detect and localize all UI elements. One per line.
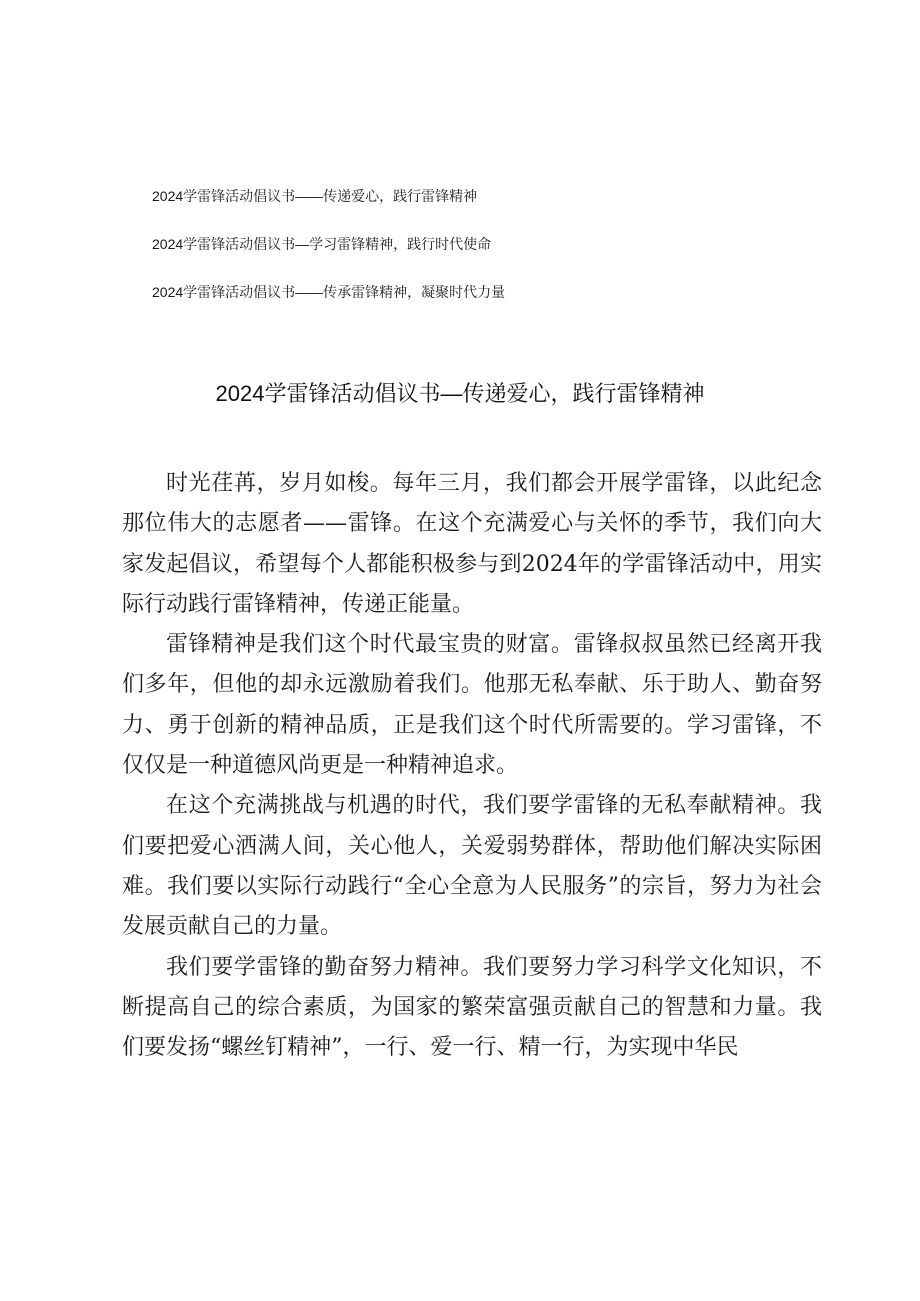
paragraph-1: 时光荏苒，岁月如梭。每年三月，我们都会开展学雷锋，以此纪念那位伟大的志愿者——雷锋。在这个充满爱心与关怀的季节，我们向大家发起倡议，希望每个人都能积极参与到2024年的学雷锋活动中，用实际行动践行雷锋精神，传递正能量。 — [122, 471, 822, 617]
paragraph-2: 雷锋精神是我们这个时代最宝贵的财富。雷锋叔叔虽然已经离开我们多年，但他的却永远激励着我们。他那无私奉献、乐于助人、勤奋努力、勇于创新的精神品质，正是我们这个时代所需要的。学习雷锋，不仅仅是一种道德风尚更是一种精神追求。 — [122, 632, 822, 779]
document-body — [122, 464, 822, 1068]
table-of-contents — [152, 186, 852, 330]
paragraph-3: 在这个充满挑战与机遇的时代，我们要学雷锋的无私奉献精神。我们要把爱心洒满人间，关心他人，关爱弱势群体，帮助他们解决实际困难。我们要以实际行动践行“全心全意为人民服务”的宗旨，努力为社会发展贡献自己的力量。 — [122, 793, 822, 940]
toc-item-3[interactable]: 2024学雷锋活动倡议书——传承雷锋精神，凝聚时代力量 — [152, 284, 506, 300]
toc-item-2[interactable]: 2024学雷锋活动倡议书—学习雷锋精神，践行时代使命 — [152, 236, 492, 252]
paragraph-4: 我们要学雷锋的勤奋努力精神。我们要努力学习科学文化知识，不断提高自己的综合素质，为国家的繁荣富强贡献自己的智慧和力量。我们要发扬“螺丝钉精神”，一行、爱一行、精一行，为实现中华民 — [122, 954, 822, 1061]
toc-item-1[interactable]: 2024学雷锋活动倡议书——传递爱心，践行雷锋精神 — [152, 188, 478, 204]
document-title: 2024学雷锋活动倡议书—传递爱心，践行雷锋精神 — [215, 381, 705, 406]
